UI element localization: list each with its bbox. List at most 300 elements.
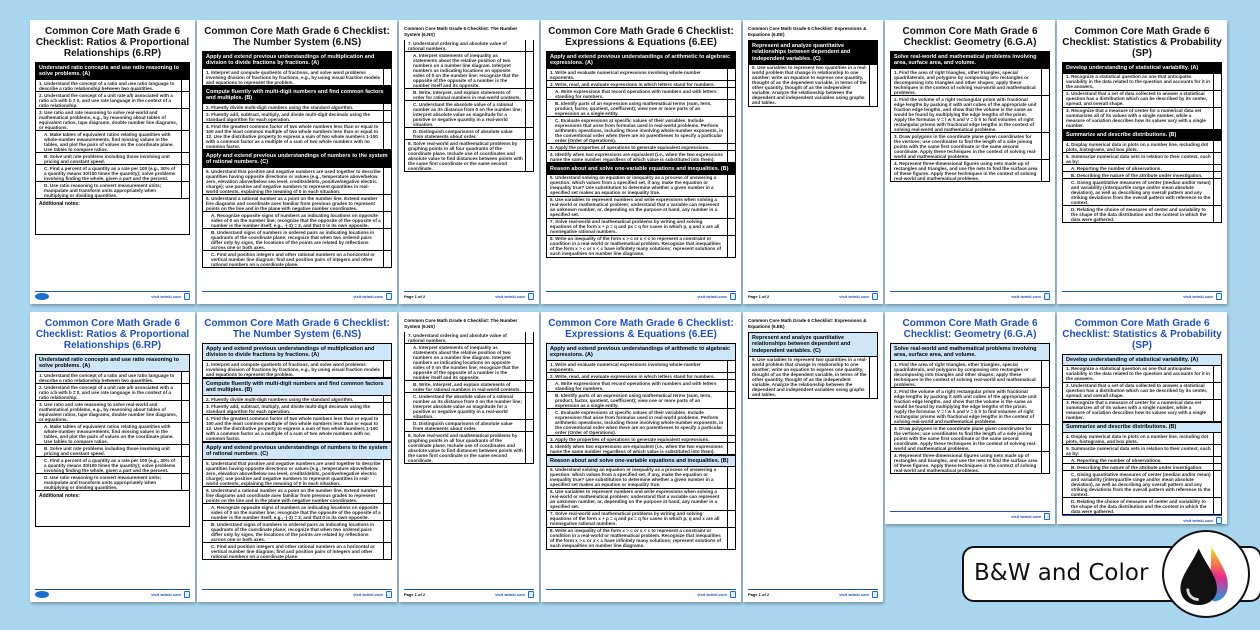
checkbox-cell[interactable] <box>181 445 189 456</box>
criterion-text: 1. Find the area of right triangles, other triangles, special quadrilaterals, and polygons by composing into rectangles or decomposing into triangles and other shapes; apply these techniques in the context of solving real-world and mathematical problems. <box>894 69 1036 95</box>
criterion-text: 4. Find the greatest common factor of two whole numbers less than or equal to 100 and the least common multiple of two whole numbers less than or equal to 12. Use the distributive property to express a sum of two whole numbers 1-100 with a common factor as a multiple of a sum of two whole numbers with no common factor. <box>206 415 379 441</box>
checklist-row <box>1062 141 1222 153</box>
footer-site <box>1183 517 1222 524</box>
checkbox-cell[interactable] <box>727 81 735 87</box>
checklist-row <box>202 521 392 543</box>
checkbox-cell[interactable] <box>727 117 735 143</box>
page-number: Page 1 of 2 <box>404 592 426 597</box>
checkbox-cell[interactable] <box>1213 172 1221 178</box>
checkbox-cell[interactable] <box>525 40 533 51</box>
site-link[interactable]: visit twinkl.com <box>353 592 383 597</box>
checklist-row <box>202 111 392 123</box>
footer-site <box>1011 513 1050 520</box>
criterion-text: 9. Use variables to represent two quantities in a real-world problem that change in relationship to one another; write an equation to express one quantity, thought of as the dependent variable, in terms of the other quantity, thought of as the independent variable. Analyze the relationship between the dependent and independent variables using graphs and tables. <box>752 357 867 397</box>
checkbox-cell[interactable] <box>181 384 189 400</box>
checklist-row <box>404 381 534 393</box>
criterion-text: 1. Write and evaluate numerical expressions involving whole-number exponents. <box>550 69 701 80</box>
criterion-text: 5. Understand that positive and negative numbers are used together to describe quantities having opposite directions or values (e.g., temperature above/below zero, elevation above/below sea level, credits/debits, positive/negative electric charge); use positive and negative numbers to represent quantities in real-world contexts, explaining the meaning of 0 in each situation. <box>206 168 381 194</box>
checkbox-cell[interactable] <box>1213 206 1221 222</box>
worksheet-page <box>399 20 539 304</box>
checkbox-cell[interactable] <box>727 151 735 162</box>
site-link[interactable]: visit twinkl.com <box>353 294 383 299</box>
checklist-row <box>202 543 392 560</box>
criterion-text: D. Distinguish comparisons of absolute value from statements about order. <box>413 420 513 431</box>
page-footer <box>1062 291 1222 301</box>
worksheet-page <box>541 20 741 304</box>
checkbox-cell[interactable] <box>727 409 735 435</box>
page-footer <box>35 291 190 301</box>
worksheet-title: Common Core Math Grade 6 Checklist: Expressions & Equations (6.EE) <box>548 318 734 340</box>
checkbox-cell[interactable] <box>383 168 391 194</box>
page-number: Page 1 of 2 <box>748 294 770 299</box>
checkbox-cell[interactable] <box>727 197 735 218</box>
checklist-row <box>202 415 392 442</box>
criterion-text: B. Describing the nature of the attribute under investigation. <box>1071 464 1203 470</box>
checkbox-cell[interactable] <box>525 101 533 127</box>
criterion-text: B. Describing the nature of the attribute under investigation. <box>1071 172 1203 178</box>
checklist-row <box>202 396 392 403</box>
checklist-row <box>1062 165 1222 172</box>
checkbox-cell[interactable] <box>383 396 391 402</box>
site-link[interactable]: visit twinkl.com <box>1183 518 1213 523</box>
section-header: Compute fluently with multi-digit numbers and find common factors and multiples. (B) <box>202 378 392 396</box>
checklist-row <box>1062 366 1222 383</box>
checklist-row <box>546 100 736 117</box>
checklist-row <box>546 69 736 81</box>
checkbox-cell[interactable] <box>727 69 735 80</box>
checklist-row <box>1062 153 1222 165</box>
checklist-row <box>546 511 736 528</box>
criterion-text: A. Recognize opposite signs of numbers as indicating locations on opposite sides of 0 on the number line; recognize that the opposite of the opposite of a number is the number itself, e.g., -(-3) = 3, and that 0 is its own opposite. <box>211 504 381 520</box>
criterion-text: 3. Fluently add, subtract, multiply, and divide multi-digit decimals using the standard algorithm for each operation. <box>206 403 371 414</box>
section-header: Develop understanding of statistical variability. (A) <box>1062 62 1222 74</box>
quality-seal-icon <box>872 293 878 300</box>
checkbox-cell[interactable] <box>383 251 391 267</box>
checkbox-cell[interactable] <box>181 372 189 383</box>
checklist-row <box>404 52 534 89</box>
criterion-text: 1. Recognize a statistical question as one that anticipates variability in the data related to the question and accounts for it in the answers. <box>1066 74 1210 89</box>
criterion-text: 7. Understand ordering and absolute value of rational numbers. <box>408 332 507 343</box>
checklist-row <box>546 373 736 380</box>
quality-seal-icon <box>730 591 736 598</box>
checklist-row <box>1062 400 1222 422</box>
criterion-text: 5. Understand that positive and negative numbers are used together to describe quantities having opposite directions or values (e.g., temperature above/below zero, elevation above/below sea level, credits/debits, positive/negative electric charge); use positive and negative numbers to represent quantities in real-world contexts, explaining the meaning of 0 in each situation. <box>206 460 381 486</box>
checklist-row <box>1062 91 1222 108</box>
worksheet-title: Common Core Math Grade 6 Checklist: Statistics & Probability (SP) <box>1062 318 1222 351</box>
checkbox-cell[interactable] <box>1213 141 1221 152</box>
checkbox-cell[interactable] <box>1213 179 1221 205</box>
checkbox-cell[interactable] <box>1213 153 1221 164</box>
worksheet-title: Common Core Math Grade 6 Checklist: Expressions & Equations (6.EE) <box>548 26 734 48</box>
site-link[interactable]: visit twinkl.com <box>697 592 727 597</box>
checkbox-cell[interactable] <box>383 415 391 441</box>
checkbox-cell[interactable] <box>727 373 735 379</box>
additional-notes[interactable]: Additional notes: <box>35 491 190 527</box>
checkbox-cell[interactable] <box>525 332 533 343</box>
criterion-text: A. Make tables of equivalent ratios relating quantities with whole-number measurements, find missing values in the tables, and plot the pairs of values on the coordinate plane. Use tables to compare ratios. <box>44 131 174 152</box>
quality-seal-icon <box>1216 517 1222 524</box>
checklist-row <box>35 182 190 199</box>
quality-seal-icon <box>872 591 878 598</box>
checkbox-cell[interactable] <box>383 104 391 110</box>
site-link[interactable]: visit twinkl.com <box>151 294 181 299</box>
checkbox-cell[interactable] <box>181 182 189 198</box>
checklist-row <box>890 69 1050 96</box>
criterion-text: 1. Understand the concept of a ratio and use ratio language to describe a ratio relationship between two quantities. <box>39 80 175 91</box>
criterion-text: B. Solve unit rate problems including those involving unit pricing and constant speed. <box>44 153 170 164</box>
worksheet-page <box>541 312 741 602</box>
criterion-text: C. Evaluate expressions at specific values of their variables. Include expressions that arise from formulas used in real-world problems. Perform arithmetic operations, including those involving whole-number exponents, in the conventional order when there are no parentheses to specify a particular order (Order of Operations). <box>555 117 724 143</box>
checklist-row <box>546 443 736 455</box>
worksheet-page <box>197 20 397 304</box>
checkbox-cell[interactable] <box>181 153 189 164</box>
checklist-row <box>202 69 392 86</box>
criterion-text: 3. Use ratio and rate reasoning to solve real-world and mathematical problems, e.g., by reasoning about tables of equivalent ratios, tape diagrams, double number line diagrams, or equations. <box>39 401 178 422</box>
checkbox-cell[interactable] <box>1213 108 1221 129</box>
footer-site <box>151 591 190 598</box>
twinkl-logo <box>35 591 49 598</box>
checklist-row <box>1062 206 1222 223</box>
criterion-text: A. Reporting the number of observations. <box>1071 457 1162 463</box>
checkbox-cell[interactable] <box>1213 74 1221 90</box>
additional-notes[interactable]: Additional notes: <box>35 199 190 235</box>
checkbox-cell[interactable] <box>181 92 189 108</box>
criterion-text: B. Understand signs of numbers in ordered pairs as indicating locations in quadrants of the coordinate plane; recognize that when two ordered pairs differ only by signs, the locations of the points are related by reflections across one or both axes. <box>211 521 375 542</box>
criterion-text: 1. Recognize a statistical question as one that anticipates variability in the data related to the question and accounts for it in the answers. <box>1066 366 1210 381</box>
criterion-text: B. Identify parts of an expression using mathematical terms (sum, term, product, factor, quotient, coefficient); view one or more parts of an expression as a single entity. <box>555 100 712 116</box>
checkbox-cell[interactable] <box>383 543 391 559</box>
checkbox-cell[interactable] <box>525 344 533 380</box>
criterion-text: 9. Use variables to represent two quantities in a real-world problem that change in relationship to one another; write an equation to express one quantity, thought of as the dependent variable, in terms of the other quantity, thought of as the independent variable. Analyze the relationship between the dependent and independent variables using graphs and tables. <box>752 65 867 105</box>
checkbox-cell[interactable] <box>383 403 391 414</box>
checklist-row <box>404 420 534 432</box>
checkbox-cell[interactable] <box>869 65 877 106</box>
running-header: Common Core Math Grade 6 Checklist: The Number System (6.NS) <box>404 318 518 329</box>
criterion-text: 7. Solve real-world and mathematical problems by writing and solving equations of the form x + p = q and px = q for cases in which p, q and x are all nonnegative rational numbers. <box>550 219 720 234</box>
checklist-row <box>35 131 190 153</box>
site-link[interactable]: visit twinkl.com <box>1183 294 1213 299</box>
page-footer <box>546 291 736 301</box>
checkbox-cell[interactable] <box>525 432 533 463</box>
checklist-row <box>404 332 534 344</box>
checkbox-cell[interactable] <box>727 100 735 116</box>
criterion-text: C. Giving quantitative measures of center (median and/or mean) and variability (interquartile range and/or mean absolute deviation), as well as describing any overall pattern and any striking deviations from the overall pattern with reference to the context. <box>1071 471 1211 497</box>
checkbox-cell[interactable] <box>727 511 735 527</box>
checklist-row <box>202 212 392 229</box>
worksheet-title: Common Core Math Grade 6 Checklist: Ratios & Proportional Relationships (6.RP) <box>35 26 190 59</box>
checkbox-cell[interactable] <box>1041 452 1049 473</box>
footer-site <box>1011 293 1050 300</box>
checklist-row <box>202 460 392 487</box>
checklist-row <box>202 168 392 195</box>
site-link[interactable]: visit twinkl.com <box>151 592 181 597</box>
running-header: Common Core Math Grade 6 Checklist: Expressions & Equations (6.EE) <box>748 318 867 329</box>
criterion-text: 1. Interpret and compute quotients of fractions, and solve word problems involving division of fractions by fractions, e.g., by using visual fraction models and equations to represent the problem. <box>206 69 381 85</box>
worksheet-page <box>399 312 539 602</box>
checkbox-cell[interactable] <box>181 80 189 91</box>
checkbox-cell[interactable] <box>525 128 533 139</box>
checkbox-cell[interactable] <box>383 521 391 542</box>
checkbox-cell[interactable] <box>727 528 735 549</box>
checkbox-cell[interactable] <box>869 357 877 398</box>
checkbox-cell[interactable] <box>1213 366 1221 382</box>
criterion-text: 2. Find the volume of a right rectangular prism with fractional edge lengths by packing it with unit cubes of the appropriate unit fraction edge lengths, and show that the volume is the same as would be found by multiplying the edge lengths of the prism. Apply the formulas V = l w h and V = b h to find volumes of right rectangular prisms with fractional edge lengths in the context of solving real-world and mathematical problems. <box>894 388 1037 424</box>
page-footer <box>202 589 392 599</box>
criterion-text: A. Reporting the number of observations. <box>1071 165 1162 171</box>
checkbox-cell[interactable] <box>1041 96 1049 132</box>
page-footer <box>1062 515 1222 525</box>
checklist-row <box>890 96 1050 133</box>
checkbox-cell[interactable] <box>383 361 391 377</box>
checkbox-cell[interactable] <box>181 423 189 444</box>
criterion-text: 4. Identify when two expressions are equivalent (i.e., when the two expressions name the same number regardless of which value is substituted into them). <box>550 443 723 454</box>
worksheet-page <box>30 312 195 602</box>
criterion-text: C. Giving quantitative measures of center (median and/or mean) and variability (interquartile range and/or mean absolute deviation), as well as describing any overall pattern and any striking deviations from the overall pattern with reference to the context. <box>1071 179 1211 205</box>
checklist-row <box>890 133 1050 160</box>
criterion-text: 1. Write and evaluate numerical expressions involving whole-number exponents. <box>550 361 701 372</box>
checklist-row <box>1062 172 1222 179</box>
criterion-text: 2. Understand the concept of a unit rate a/b associated with a ratio a:b with b ≠ 0, and use rate language in the context of a ratio relationship. <box>39 384 173 400</box>
criterion-text: 7. Understand ordering and absolute value of rational numbers. <box>408 40 507 51</box>
checkbox-cell[interactable] <box>181 457 189 473</box>
checkbox-cell[interactable] <box>383 460 391 486</box>
site-link[interactable]: visit twinkl.com <box>839 294 869 299</box>
site-link[interactable]: visit twinkl.com <box>495 294 525 299</box>
checkbox-cell[interactable] <box>525 140 533 171</box>
checklist-row <box>546 197 736 219</box>
criterion-text: A. Write expressions that record operations with numbers and with letters standing for numbers. <box>555 380 717 391</box>
quality-seal-icon <box>730 293 736 300</box>
footer-site <box>839 591 878 598</box>
criterion-text: D. Relating the choice of measures of center and variability to the shape of the data distribution and the context in which the data were gathered. <box>1071 206 1207 222</box>
checklist-row <box>202 487 392 504</box>
worksheet-page <box>743 20 883 304</box>
checklist-row <box>35 153 190 165</box>
checkbox-cell[interactable] <box>383 487 391 503</box>
section-header: Solve real-world and mathematical problems involving area, surface area, and volume. <box>890 51 1050 69</box>
page-footer <box>890 291 1050 301</box>
section-header: Solve real-world and mathematical problems involving area, surface area, and volume. <box>890 343 1050 361</box>
checkbox-cell[interactable] <box>383 212 391 228</box>
checkbox-cell[interactable] <box>525 420 533 431</box>
checkbox-cell[interactable] <box>1213 471 1221 497</box>
checklist-row <box>546 219 736 236</box>
criterion-text: C. Find a percent of a quantity as a rate per 100 (e.g., 30% of a quantity means 30/100 times the quantity); solve problems involving finding the whole, given a part and the percent. <box>44 165 176 181</box>
checkbox-cell[interactable] <box>727 392 735 408</box>
footer-site <box>495 293 534 300</box>
checkbox-cell[interactable] <box>727 88 735 99</box>
section-header: Reason about and solve one-variable equations and inequalities. (B) <box>546 163 736 175</box>
checkbox-cell[interactable] <box>727 361 735 372</box>
criterion-text: B. Write, interpret, and explain statements of order for rational numbers in real-world contexts. <box>413 381 521 392</box>
checklist-row <box>35 80 190 92</box>
criterion-text: 3. Fluently add, subtract, multiply, and divide multi-digit decimals using the standard algorithm for each operation. <box>206 111 371 122</box>
checkbox-cell[interactable] <box>1213 400 1221 421</box>
checkbox-cell[interactable] <box>1213 91 1221 107</box>
checkbox-cell[interactable] <box>181 474 189 490</box>
criterion-text: 2. Write, read, and evaluate expressions in which letters stand for numbers. <box>550 81 715 87</box>
ink-drops-icon <box>1162 530 1250 618</box>
checklist-row <box>1062 445 1222 457</box>
criterion-text: B. Understand signs of numbers in ordered pairs as indicating locations in quadrants of the coordinate plane; recognize that when two ordered pairs differ only by signs, the locations of the points are related by reflections across one or both axes. <box>211 229 375 250</box>
criterion-text: 1. Understand the concept of a ratio and use ratio language to describe a ratio relationship between two quantities. <box>39 372 175 383</box>
checkbox-cell[interactable] <box>727 236 735 257</box>
checklist-row <box>1062 471 1222 498</box>
checklist-row <box>1062 498 1222 515</box>
criterion-text: 8. Write an inequality of the form x > c or x < c to represent a constraint or condition in a real-world or mathematical problem. Recognize that inequalities of the form x > c or x < c have infinitely many solutions; represent solutions of such inequalities on number line diagrams. <box>550 236 722 256</box>
checkbox-cell[interactable] <box>1041 133 1049 159</box>
criterion-text: C. Understand the absolute value of a rational number as its distance from 0 on the number line; interpret absolute value as magnitude for a positive or negative quantity in a real-world situation. <box>413 101 522 127</box>
criterion-text: A. Make tables of equivalent ratios relating quantities with whole-number measurements, find missing values in the tables, and plot the pairs of values on the coordinate plane. Use tables to compare ratios. <box>44 423 174 444</box>
checkbox-cell[interactable] <box>1213 498 1221 514</box>
checklist-row <box>1062 108 1222 130</box>
section-header: Represent and analyze quantitative relationships between dependent and independent variables. (C) <box>748 40 878 65</box>
checkbox-cell[interactable] <box>1213 464 1221 470</box>
page-footer <box>35 589 190 599</box>
criterion-text: 4. Represent three-dimensional figures using nets made up of rectangles and triangles, and use the nets to find the surface area of these figures. Apply these techniques in the context of solving real-world and mathematical problems. <box>894 160 1038 181</box>
checkbox-cell[interactable] <box>525 52 533 88</box>
footer-site <box>151 293 190 300</box>
criterion-text: D. Use ratio reasoning to convert measurement units; manipulate and transform units appropriately when multiplying or dividing quantities. <box>44 182 162 198</box>
checklist-row <box>546 151 736 163</box>
checkbox-cell[interactable] <box>727 467 735 488</box>
checklist-row <box>890 425 1050 452</box>
checklist-row <box>1062 179 1222 206</box>
checklist-row <box>546 380 736 392</box>
checkbox-cell[interactable] <box>727 175 735 196</box>
criterion-text: B. Identify parts of an expression using mathematical terms (sum, term, product, factor, quotient, coefficient); view one or more parts of an expression as a single entity. <box>555 392 712 408</box>
checklist-row <box>546 88 736 100</box>
checkbox-cell[interactable] <box>727 144 735 150</box>
checkbox-cell[interactable] <box>181 109 189 130</box>
criterion-text: 7. Solve real-world and mathematical problems by writing and solving equations of the form x + p = q and px = q for cases in which p, q and x are all nonnegative rational numbers. <box>550 511 720 526</box>
criterion-text: 4. Identify when two expressions are equivalent (i.e., when the two expressions name the same number regardless of which value is substituted into them). <box>550 151 723 162</box>
checkbox-cell[interactable] <box>383 195 391 211</box>
section-header: Apply and extend previous understandings of arithmetic to algebraic expressions. (A) <box>546 343 736 361</box>
criterion-text: 3. Apply the properties of operations to generate equivalent expressions. <box>550 144 710 150</box>
checkbox-cell[interactable] <box>1041 388 1049 424</box>
worksheet-title: Common Core Math Grade 6 Checklist: The Number System (6.NS) <box>204 26 390 48</box>
checkbox-cell[interactable] <box>383 69 391 85</box>
checkbox-cell[interactable] <box>181 131 189 152</box>
checkbox-cell[interactable] <box>1213 433 1221 444</box>
checklist-row <box>546 361 736 373</box>
criterion-text: C. Find and position integers and other rational numbers on a horizontal or vertical number line diagram; find and position pairs of integers and other rational numbers on a coordinate plane. <box>211 251 375 267</box>
page-footer <box>748 291 878 301</box>
page-footer <box>404 291 534 301</box>
checkbox-cell[interactable] <box>1041 361 1049 387</box>
page-number: Page 1 of 2 <box>748 592 770 597</box>
criterion-text: D. Distinguish comparisons of absolute value from statements about order. <box>413 128 513 139</box>
page-footer <box>890 511 1050 521</box>
checkbox-cell[interactable] <box>727 443 735 454</box>
site-link[interactable]: visit twinkl.com <box>1011 514 1041 519</box>
checkbox-cell[interactable] <box>181 165 189 181</box>
page-footer <box>202 291 392 301</box>
checkbox-cell[interactable] <box>181 401 189 422</box>
checkbox-cell[interactable] <box>1213 445 1221 456</box>
checklist-row <box>546 467 736 489</box>
checklist-row <box>35 401 190 423</box>
section-header: Apply and extend previous understandings of numbers to the system of rational numbers. (C) <box>202 150 392 168</box>
checklist-row <box>35 445 190 457</box>
criterion-text: 5. Summarize numerical data sets in relation to their context, such as by: <box>1066 445 1211 456</box>
checklist-row <box>35 109 190 131</box>
footer-site <box>697 293 736 300</box>
criterion-text: 1. Interpret and compute quotients of fractions, and solve word problems involving division of fractions by fractions, e.g., by using visual fraction models and equations to represent the problem. <box>206 361 381 377</box>
checkbox-cell[interactable] <box>383 504 391 520</box>
checkbox-cell[interactable] <box>383 111 391 122</box>
section-header: Apply and extend previous understandings of numbers to the system of rational numbers. (C) <box>202 442 392 460</box>
checklist-row <box>1062 457 1222 464</box>
criterion-text: C. Evaluate expressions at specific values of their variables. Include expressions that arise from formulas used in real-world problems. Perform arithmetic operations, including those involving whole-number exponents, in the conventional order when there are no parentheses to specify a particular order (Order of Operations). <box>555 409 724 435</box>
checkbox-cell[interactable] <box>727 436 735 442</box>
worksheet-title: Common Core Math Grade 6 Checklist: Geometry (6.G.A) <box>902 26 1038 48</box>
checklist-row <box>202 104 392 111</box>
checklist-row <box>546 392 736 409</box>
section-header: Represent and analyze quantitative relationships between dependent and independent variables. (C) <box>748 332 878 357</box>
checklist-row <box>546 436 736 443</box>
checkbox-cell[interactable] <box>383 123 391 149</box>
checkbox-cell[interactable] <box>1041 160 1049 181</box>
criterion-text: 4. Display numerical data in plots on a number line, including dot plots, histograms, and box plots. <box>1066 433 1209 444</box>
section-header: Summarize and describe distributions. (B) <box>1062 130 1222 142</box>
criterion-text: 3. Apply the properties of operations to generate equivalent expressions. <box>550 436 710 442</box>
criterion-text: A. Interpret statements of inequality as statements about the relative position of two numbers on a number line diagram. Interpret numbers as indicating locations on opposite sides of 0 on the number line; recognize that the opposite of the opposite of a number is the number itself and its opposite. <box>413 344 519 380</box>
site-link[interactable]: visit twinkl.com <box>697 294 727 299</box>
checkbox-cell[interactable] <box>727 380 735 391</box>
checkbox-cell[interactable] <box>525 381 533 392</box>
criterion-text: 3. Use ratio and rate reasoning to solve real-world and mathematical problems, e.g., by reasoning about tables of equivalent ratios, tape diagrams, double number line diagrams, or equations. <box>39 109 178 130</box>
worksheet-title: Common Core Math Grade 6 Checklist: Geometry (6.G.A) <box>902 318 1038 340</box>
criterion-text: D. Relating the choice of measures of center and variability to the shape of the data distribution and the context in which the data were gathered. <box>1071 498 1207 514</box>
site-link[interactable]: visit twinkl.com <box>839 592 869 597</box>
quality-seal-icon <box>184 591 190 598</box>
checklist-row <box>404 128 534 140</box>
section-header: Apply and extend previous understandings of multiplication and division to divide fractions by fractions. (A) <box>202 343 392 361</box>
checklist-row <box>202 123 392 150</box>
criterion-text: 4. Find the greatest common factor of two whole numbers less than or equal to 100 and the least common multiple of two whole numbers less than or equal to 12. Use the distributive property to express a sum of two whole numbers 1-100 with a common factor as a multiple of a sum of two whole numbers with no common factor. <box>206 123 379 149</box>
checklist-row <box>890 361 1050 388</box>
checkbox-cell[interactable] <box>727 219 735 235</box>
checkbox-cell[interactable] <box>525 393 533 419</box>
page-footer <box>404 589 534 599</box>
checklist-row <box>35 372 190 384</box>
checkbox-cell[interactable] <box>525 89 533 100</box>
checkbox-cell[interactable] <box>727 489 735 510</box>
checklist-row <box>890 452 1050 474</box>
checklist-row <box>546 144 736 151</box>
worksheet-page <box>885 20 1055 304</box>
checkbox-cell[interactable] <box>1041 69 1049 95</box>
site-link[interactable]: visit twinkl.com <box>495 592 525 597</box>
checkbox-cell[interactable] <box>1213 457 1221 463</box>
footer-site <box>839 293 878 300</box>
checklist-row <box>546 489 736 511</box>
checkbox-cell[interactable] <box>1213 165 1221 171</box>
checklist-row <box>748 65 878 107</box>
checklist-row <box>202 504 392 521</box>
checklist-row <box>404 40 534 52</box>
checkbox-cell[interactable] <box>1213 383 1221 399</box>
checkbox-cell[interactable] <box>1041 425 1049 451</box>
checkbox-cell[interactable] <box>383 229 391 250</box>
section-header: Compute fluently with multi-digit numbers and find common factors and multiples. (B) <box>202 86 392 104</box>
site-link[interactable]: visit twinkl.com <box>1011 294 1041 299</box>
footer-site <box>353 293 392 300</box>
page-number: Page 1 of 2 <box>404 294 426 299</box>
criterion-text: 3. Recognize that a measure of center for a numerical data set summarizes all of its values with a single number, while a measure of variation describes how its values vary with a single number. <box>1066 108 1206 128</box>
